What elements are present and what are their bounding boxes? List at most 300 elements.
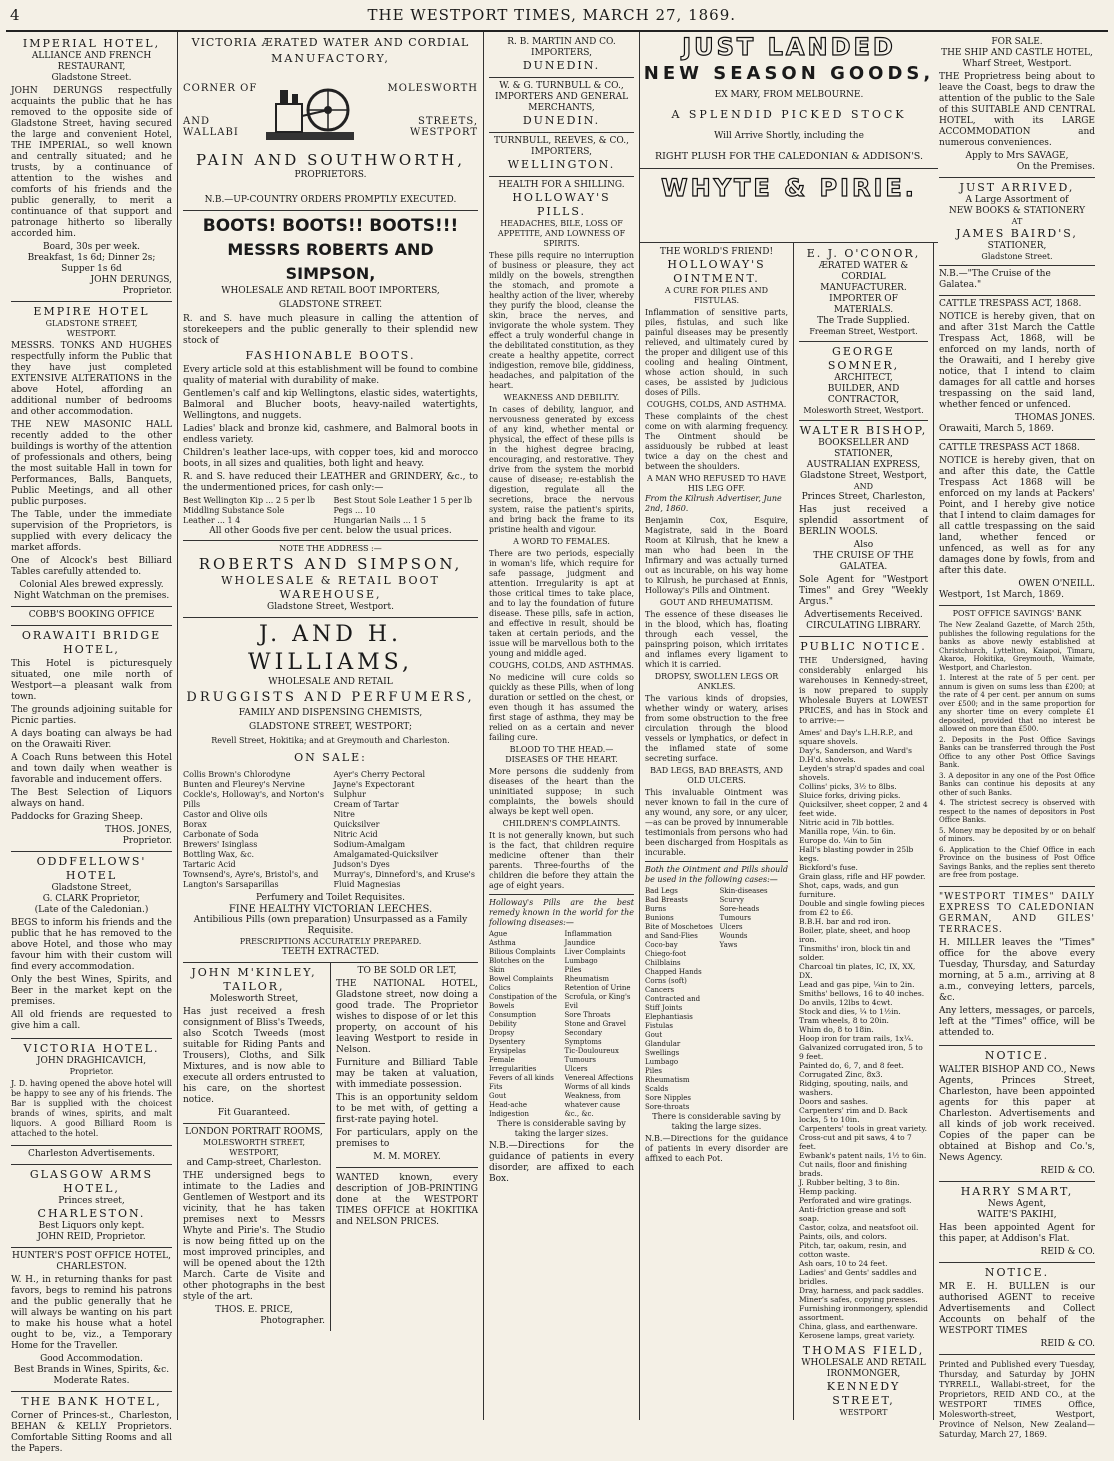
disease-item: Liver Complaints <box>564 948 626 956</box>
product-item: Judson's Dyes <box>333 860 390 869</box>
stock-item: Carpenters' tools in great variety. <box>799 1124 927 1133</box>
orawaiti-name: THOS. JONES, <box>105 825 172 835</box>
disease-item: &c., &c. <box>564 1110 594 1118</box>
case-item: Bunions <box>645 914 674 922</box>
stock-item: Doors and sashes. <box>799 1097 869 1106</box>
boots-item: Gentlemen's calf and kip Wellingtons, elastic sides, watertights, Balmoral and Blucher boots, heavy-nailed watertights, Wellingtons, and nuggets. <box>183 389 478 421</box>
national-apply: For particulars, apply on the premises to <box>336 1128 478 1149</box>
health-blood-head: BLOOD TO THE HEAD.—DISEASES OF THE HEART. <box>505 745 618 764</box>
stock-item: Nitric acid in 7lb bottles. <box>799 818 895 827</box>
friend-body: Inflammation of sensitive parts, piles, fistulas, and such like painful diseases may be presently relieved, and ultimately cured by the proper and diligent use of this cooling and healing Ointment, whose action should, in such cases, be assisted by judicious doses of Pills. <box>645 308 788 397</box>
arrived-at: AT <box>1011 217 1023 226</box>
just-landed-ad <box>640 32 938 243</box>
reeves-sub: IMPORTERS, <box>531 147 592 157</box>
orawaiti-coach: A Coach Runs between this Hotel and town daily when weather is favorable and inducement offers. <box>11 753 172 785</box>
bishop-notice-ad <box>939 1046 1095 1182</box>
case-item: Corns (soft) <box>645 977 687 985</box>
orawaiti-grounds: The grounds adjoining suitable for Picnic parties. <box>11 705 172 726</box>
hunters-rates: Moderate Rates. <box>53 1376 130 1386</box>
product-item: Bunten and Fleurey's Nervine <box>183 780 305 789</box>
bishop-cruise: THE CRUISE OF THE GALATEA. <box>813 551 914 572</box>
case-item: Tumours <box>719 914 751 922</box>
disease-item: Sore Throats <box>564 1011 611 1019</box>
bullen-notice-ad <box>939 1263 1095 1355</box>
product-item: Collis Brown's Chlorodyne <box>183 770 291 779</box>
national-body: THE NATIONAL HOTEL, Gladstone street, now doing a good trade. The Proprietor wishes to dispose of or let this property, on account of his leaving Westport to reside in Nelson. <box>336 979 478 1055</box>
plush-note: RIGHT PLUSH FOR THE CALEDONIAN & ADDISON'S. <box>654 151 924 162</box>
field-addr: KENNEDY STREET, <box>826 1380 901 1407</box>
charleston-title: Charleston Advertisements. <box>27 1149 156 1159</box>
case-item: Glandular Swellings <box>645 1040 681 1057</box>
imperial-hotel-ad <box>11 34 172 302</box>
field-town: WESTPORT <box>839 1408 888 1417</box>
disease-list <box>489 930 634 1119</box>
case-item: Scurvy <box>719 896 744 904</box>
friend-man: Benjamin Cox, Esquire, Magistrate, said in the Board Room at Kilrush, that he knew a man who had been in the Infirmary and was actually turned out as incurable, on his way home to Kilrush, he purchased at Ennis, Holloway's Pills and Ointment. <box>645 516 788 595</box>
smart-ad <box>939 1182 1095 1263</box>
health-head: HOLLOWAY'S PILLS. <box>512 191 611 218</box>
orawaiti-boating: A days boating can always be had on the Orawaiti River. <box>11 729 172 750</box>
product-item: Bottling Wax, &c. <box>183 850 255 859</box>
empire-street: GLADSTONE STREET, <box>45 319 138 328</box>
product-item: Borax <box>183 820 207 829</box>
daily-express-ad <box>939 887 1095 1046</box>
case-item: Piles <box>645 1067 662 1075</box>
oddfellows-prop: G. CLARK Proprietor, <box>42 894 141 904</box>
williams-perfumery: Perfumery and Toilet Requisites. <box>255 893 406 903</box>
health-cough: No medicine will cure colds so quickly as these Pills, when of long duration or settled on the chest, or even though it has assumed the first stage of asthma, they may be relied on as a certain and never failing cure. <box>489 673 634 742</box>
health-tag: HEADACHES, BILE, LOSS OF APPETITE, AND LOWNESS OF SPIRITS. <box>497 219 626 248</box>
column-1 <box>6 32 178 1454</box>
smart-title: HARRY SMART, <box>960 1184 1074 1198</box>
stock-item: Hemp packing. <box>799 1187 857 1196</box>
case-item: Wounds <box>719 932 748 940</box>
imperial-name: JOHN DERUNGS, <box>90 275 172 285</box>
smart-sign: REID & CO. <box>1040 1246 1095 1257</box>
glasgow-town: CHARLESTON. <box>37 1207 146 1220</box>
health-child: It is not generally known, but such is the fact, that children require medicine oftener than their parents. Three-fourths of the children die before they attain the age of eight years. <box>489 831 634 890</box>
stock-item: Do anvils, 12lbs to 4cwt. <box>799 998 893 1007</box>
bishop-adv: Advertisements Received. <box>804 610 923 620</box>
stock-item: Ewbank's patent nails, 1½ to 6in. <box>799 1151 927 1160</box>
portrait-title: LONDON PORTRAIT ROOMS, <box>185 1127 323 1137</box>
health-weak-head: WEAKNESS AND DEBILITY. <box>503 393 620 402</box>
oconor-sub: ÆRATED WATER & CORDIAL MANUFACTURER. <box>818 261 909 293</box>
boots-item: Every article sold at this establishment will be found to combine quality of material with durability of make. <box>183 365 478 386</box>
national-opp: This is an opportunity seldom to be met with, of getting a first-rate paying hotel. <box>336 1093 478 1125</box>
notice1-sign: REID & CO. <box>1040 1165 1095 1176</box>
product-item: Townsend's, Ayre's, Bristol's, and Langton's Sarsaparillas <box>183 870 319 889</box>
health-blood: More persons die suddenly from diseases of the heart than the uninitiated suppose; in such complaints, the bowels should always be kept well open. <box>489 767 634 816</box>
somner-addr: Molesworth Street, Westport. <box>803 406 924 415</box>
empire-billiards: One of Alcock's best Billiard Tables carefully attended to. <box>11 556 172 577</box>
sale-wharf: Wharf Street, Westport. <box>962 59 1072 69</box>
boots-fashion: FASHIONABLE BOOTS. <box>245 349 416 362</box>
boots-warehouse: WHOLESALE & RETAIL BOOT WAREHOUSE, <box>221 574 440 601</box>
aerated-water-ad <box>183 34 478 211</box>
product-item: Cream of Tartar <box>333 800 399 809</box>
empire-masonic: THE NEW MASONIC HALL recently added to the other buildings is worthy of the attention of professionals and others, being the most suitable Hall in town for Performances, Balls, Banquets, Public Meetings, and all other public purposes. <box>11 420 172 507</box>
trespass-oneill-ad <box>939 440 1095 606</box>
case-item: Bite of Moschetoes and Sand-Flies <box>645 923 713 940</box>
health-cough-head: COUGHS, COLDS, AND ASTHMAS. <box>489 661 634 670</box>
oddfellows-orders: All old friends are requested to give him a call. <box>11 1010 172 1031</box>
turnbull-town: DUNEDIN. <box>522 114 601 127</box>
trespass2-date: Westport, 1st March, 1869. <box>939 590 1064 600</box>
health-title: HEALTH FOR A SHILLING. <box>498 180 625 190</box>
stock-item: Castor, colza, and neatsfoot oil. <box>799 1223 919 1232</box>
bishop-body: Has just received a splendid assortment of BERLIN WOOLS. <box>799 505 928 537</box>
friend-bad-head: BAD LEGS, BAD BREASTS, AND OLD ULCERS. <box>650 766 783 785</box>
arrived-nb: N.B.—"The Cruise of the Galatea." <box>939 269 1051 290</box>
imprint <box>939 1355 1095 1446</box>
imperial-title: IMPERIAL HOTEL, <box>22 37 161 50</box>
case-item: Ulcers <box>719 923 743 931</box>
boots-body: R. and S. have much pleasure in calling the attention of storekeepers and the public generally to their splendid new stock of <box>183 314 478 346</box>
trespass1-name: THOMAS JONES. <box>1014 413 1095 423</box>
reeves-title: TURNBULL, REEVES, & CO., <box>494 136 629 146</box>
portrait-camp: and Camp-street, Charleston. <box>186 1158 322 1168</box>
aerated-corner-right: MOLESWORTH <box>387 82 478 94</box>
case-list <box>645 887 788 1112</box>
somner-ad <box>799 342 928 421</box>
trespass1-body: NOTICE is hereby given, that on and after 31st March the Cattle Trespass Act, 1868, will be enforced on my lands, north of the Orawaiti, and I hereby give notice, that I intend to claim damages for all cattle and horses trespassing on the said land, whether fenced or unfenced. <box>939 312 1095 410</box>
product-item: Sulphur <box>333 790 366 799</box>
martin-town: DUNEDIN. <box>522 59 601 72</box>
disease-item: Scrofula, or King's Evil <box>564 993 631 1010</box>
disease-item: Blotches on the Skin <box>489 957 545 974</box>
landed-headline: JUST LANDED <box>682 33 896 61</box>
aerated-note: N.B.—UP-COUNTRY ORDERS PROMPTLY EXECUTED. <box>204 195 457 205</box>
stock-item: Shot, caps, wads, and gun furniture. <box>799 881 899 899</box>
arrived-title: JUST ARRIVED, <box>959 181 1075 194</box>
health-female: There are two periods, especially in woman's life, which require for safe passage, judgment and attention. Irregularity is apt at those critical times to take place, and to lay the foundation of future disease. These pills, safe in action, and effective in result, should be taken at certain periods, and the issue will be marvellous both to the young and middle aged. <box>489 549 634 658</box>
masthead <box>6 0 1108 32</box>
friend-man-src: From the Kilrush Advertiser, June 2nd, 1860. <box>645 494 782 513</box>
williams-product-list <box>183 770 478 890</box>
case-item: Contracted and Stiff Joints <box>645 995 701 1012</box>
turnbull-sub: IMPORTERS AND GENERAL MERCHANTS, <box>494 92 629 113</box>
disease-item: Consumption <box>489 1011 537 1019</box>
imperial-role: Proprietor. <box>122 286 172 296</box>
bishop-addr2: Princes Street, Charleston, <box>801 492 926 502</box>
charleston-header <box>11 1146 172 1165</box>
stock-item: Kerosene lamps, great variety. <box>799 1331 915 1340</box>
disease-item: Piles <box>564 966 582 974</box>
friend-dropsy: The various kinds of dropsies, whether windy or watery, arises from some obstruction to the free circulation through the blood vessels or lymphatics, or defect in the inflamed state of some secreting surface. <box>645 694 788 763</box>
product-item: Nitric Acid <box>333 830 378 839</box>
williams-pills: Antibilious Pills (own preparation) Unsurpassed as a Family Requisite. <box>193 915 468 936</box>
aerated-firm: PAIN AND SOUTHWORTH, <box>195 151 466 169</box>
mkinley-fit: Fit Guaranteed. <box>217 1108 291 1118</box>
disease-item: Female Irregularities <box>489 1056 537 1073</box>
oconor-title: E. J. O'CONOR, <box>806 247 921 260</box>
imperial-board: Board, 30s per week. <box>42 242 141 252</box>
sale-premises: On the Premises. <box>1016 162 1095 172</box>
disease-item: Tumours <box>564 1056 596 1064</box>
disease-item: Secondary Symptoms <box>564 1029 603 1046</box>
williams-title: J. AND H. WILLIAMS, <box>248 622 413 675</box>
wanted-ad <box>336 1168 478 1234</box>
martin-title: R. B. MARTIN AND CO. <box>507 37 616 47</box>
holloway-pills-ad <box>489 177 634 1191</box>
bank-title: THE BANK HOTEL, <box>21 1395 162 1408</box>
product-item: Sodium-Amalgam <box>333 840 406 849</box>
case-item: Chapped Hands <box>645 968 702 976</box>
bank-body: Corner of Princes-st., Charleston, BEHAN & KELLY Proprietors. Comfortable Sitting Rooms and all the Papers. <box>11 1411 172 1454</box>
disease-item: Debility <box>489 1020 517 1028</box>
health-saving: There is considerable saving by taking the larger sizes. <box>497 1119 626 1138</box>
empire-body: MESSRS. TONKS AND HUGHES respectfully inform the Public that they have just completed EXTENSIVE ALTERATIONS in the above Hotel, affording an additional number of bedrooms and other accommodation. <box>11 341 172 417</box>
price-cell: Hungarian Nails ... 1 5 <box>333 516 426 525</box>
empire-title: EMPIRE HOTEL <box>33 305 150 318</box>
friend-both: Both the Ointment and Pills should be used in the following cases:— <box>645 865 788 884</box>
williams-family: FAMILY AND DISPENSING CHEMISTS, <box>238 708 423 718</box>
victoria-role: Proprietor. <box>69 1067 114 1076</box>
notice2-title: NOTICE. <box>984 1265 1050 1279</box>
stock-item: J. Rubber belting, 3 to 8in. <box>799 1178 900 1187</box>
friend-gout-head: GOUT AND RHEUMATISM. <box>659 598 774 607</box>
smart-body: Has been appointed Agent for this paper, at Addison's Flat. <box>939 1222 1095 1244</box>
mkinley-street: Molesworth Street, <box>209 994 299 1004</box>
hunters-body: W. H., in returning thanks for past favors, begs to remind his patrons and the public generally that he will always be wanting on his part to make his house what a hotel ought to be, viz., a Temporary Home for the Traveller. <box>11 1275 172 1351</box>
health-female-head: A WORD TO FEMALES. <box>513 537 610 546</box>
williams-presc: PRESCRIPTIONS ACCURATELY PREPARED. <box>239 937 422 946</box>
bishop-title: WALTER BISHOP, <box>799 424 928 437</box>
product-item: Amalgamated-Quicksilver <box>333 850 439 859</box>
stock-item: Smiths' bellows, 16 to 40 inches. <box>799 989 925 998</box>
case-item: Chilblains <box>645 959 681 967</box>
turnbull-title: W. & G. TURNBULL & CO., <box>499 81 624 91</box>
case-item: Cancers <box>645 986 675 994</box>
boots-street: GLADSTONE STREET. <box>278 300 383 310</box>
holloway-ointment-ad <box>645 244 788 1170</box>
case-item: Yaws <box>719 941 738 949</box>
boots-addr: Gladstone Street, Westport. <box>267 602 394 612</box>
martin-ad <box>489 34 634 78</box>
somner-trade: BUILDER, AND CONTRACTOR, <box>827 384 900 405</box>
savings-bank-ad <box>939 606 1095 887</box>
williams-ad <box>183 618 478 963</box>
stock-item: Boiler, plate, sheet, and hoop iron. <box>799 926 911 944</box>
bishop-express: AUSTRALIAN EXPRESS, <box>806 460 921 470</box>
stock-item: Quicksilver, sheet copper, 2 and 4 feet wide. <box>799 800 928 818</box>
empire-night: Night Watchman on the premises. <box>13 591 170 601</box>
product-item: Jayne's Expectorant <box>333 780 415 789</box>
oconor-addr: Freeman Street, Westport. <box>809 327 918 336</box>
stock-item: Ash oars, 10 to 24 feet. <box>799 1259 888 1268</box>
imperial-meals: Breakfast, 1s 6d; Dinner 2s; Supper 1s 6d <box>27 253 156 274</box>
arrive-note: Will Arrive Shortly, including the <box>714 131 864 141</box>
arrived-books: NEW BOOKS & STATIONERY <box>948 206 1086 216</box>
stock-item: B.B.H. bar and rod iron. <box>799 917 891 926</box>
disease-item: Tic-Douloureux <box>564 1047 619 1055</box>
aerated-corner-left: CORNER OF <box>183 82 258 94</box>
oddfellows-ad <box>11 852 172 1039</box>
product-item: Castor and Olive oils <box>183 810 268 819</box>
aerated-sub: MANUFACTORY, <box>271 52 390 65</box>
boots-other: All other Goods five per cent. below the usual prices. <box>209 526 452 536</box>
disease-item: Rheumatism <box>564 975 610 983</box>
product-item: Carbonate of Soda <box>183 830 259 839</box>
savings-rule: 6. Application to the Chief Office in each Province on the business of Post Office Savings Banks, and the replies sent thereto are free from postage. <box>939 845 1095 879</box>
stock-item: Bickford's fuse. <box>799 863 858 872</box>
boots-item: Children's leather lace-ups, with copper toes, kid and morocco boots, in all sizes and qualities, both light and heavy. <box>183 448 478 469</box>
portrait-body: THE undersigned begs to intimate to the Ladies and Gentlemen of Westport and its vicinity, that he has taken premises next to Messrs Whyte and Pirie's. The Studio is now being fitted up on the most improved principles, and will be opened about the 12th March. Carte de Visite and other photographs in the best style of the art. <box>183 1171 325 1302</box>
disease-item: Colics <box>489 984 511 992</box>
somner-title: GEORGE SOMNER, <box>827 345 900 372</box>
disease-item: Retention of Urine <box>564 984 631 992</box>
martin-sub: IMPORTERS, <box>531 48 592 58</box>
orawaiti-liquors: The Best Selection of Liquors always on hand. <box>11 788 172 809</box>
williams-teeth: TEETH EXTRACTED. <box>281 947 380 957</box>
product-item: Ayer's Cherry Pectoral <box>333 770 426 779</box>
case-item: Gout <box>645 1031 663 1039</box>
friend-title: THE WORLD'S FRIEND! <box>659 247 774 257</box>
empire-hotel-ad <box>11 302 172 607</box>
stock-item: Europe do. ¼in to 5in <box>799 836 882 845</box>
trespass2-body: NOTICE is hereby given, that on and after this date, the Cattle Trespass Act 1868 will be enforced on my lands at Packers' Point, and I hereby give notice that I intend to claim damages for all cattle trespassing on the said land, whether fenced or unfenced, as well as for any damages done by fowls, from and after this date. <box>939 456 1095 576</box>
cobb-title: COBB'S BOOKING OFFICE <box>28 610 155 620</box>
stock-item: Ames' and Day's L.H.R.P., and square shovels. <box>799 728 913 746</box>
bishop-and: AND <box>853 482 874 491</box>
express-title: "WESTPORT TIMES" DAILY EXPRESS TO CALEDONIAN GERMAN, AND GILES' TERRACES. <box>939 891 1095 935</box>
bishop-sub: BOOKSELLER AND STATIONER, <box>818 438 909 459</box>
stock-item: Stock and dies, ¼ to 1½in. <box>799 1007 901 1016</box>
columns <box>6 32 1108 1454</box>
wanted-body: WANTED known, every description of JOB-PRINTING done at the WESTPORT TIMES OFFICE at HOKITIKA and NELSON PRICES. <box>336 1173 478 1227</box>
friend-head: HOLLOWAY'S OINTMENT. <box>667 258 766 285</box>
somner-sub: ARCHITECT, <box>834 373 893 383</box>
stock-item: Double and single fowling pieces from £2 to £6. <box>799 899 925 917</box>
case-item: Bad Breasts <box>645 896 688 904</box>
bishop-also: Also <box>853 540 874 550</box>
hunters-ad <box>11 1248 172 1392</box>
williams-onsale: ON SALE: <box>294 751 367 764</box>
health-body: These pills require no interruption of business or pleasure, they act mildly on the bowels, strengthen the stomach, and promote a healthy action of the liver, whereby they purify the blood, cleanse the skin, brace the nerves, and invigorate the whole system. They effect a truly wonderful change in the debilitated constitution, as they create a healthy appetite, correct indigestion, remove bile, giddiness, headaches, and palpitation of the heart. <box>489 251 634 390</box>
stock-item: Leyden's strap'd spades and coal shovels. <box>799 764 925 782</box>
friend-nb: N.B.—Directions for the guidance of patients in every disorder are affixed to each Pot. <box>645 1134 788 1163</box>
stock-item: Hoop iron for tram rails, 1x¼. <box>799 1034 914 1043</box>
national-hotel-ad <box>336 963 478 1168</box>
glasgow-ad <box>11 1165 172 1248</box>
williams-sub: WHOLESALE AND RETAIL <box>268 677 393 687</box>
portrait-role: Photographer. <box>260 1316 325 1326</box>
reeves-town: WELLINGTON. <box>507 158 616 171</box>
product-item: Brewers' Isinglass <box>183 840 258 849</box>
williams-trade: DRUGGISTS AND PERFUMERS, <box>186 690 475 705</box>
national-furniture: Furniture and Billiard Table may be taken at valuation, with immediate possession. <box>336 1058 478 1090</box>
boots-ad <box>183 211 478 618</box>
price-cell: Best Stout Sole Leather 1 5 per lb <box>333 496 472 505</box>
disease-item: Ulcers <box>564 1065 588 1073</box>
product-item: Quicksilver <box>333 820 380 829</box>
disease-item: Stone and Gravel <box>564 1020 627 1028</box>
express-body: H. MILLER leaves the "Times" office for the above every Tuesday, Thursday, and Saturday morning, at 5 a.m., arriving at 8 a.m., conveying letters, parcels, &c. <box>939 937 1095 1003</box>
portrait-street: MOLESWORTH STREET, WESTPORT, <box>202 1138 306 1157</box>
orawaiti-role: Proprietor. <box>122 836 172 846</box>
disease-item: Dysentery <box>489 1038 526 1046</box>
price-cell: Pegs ... 10 <box>333 506 376 515</box>
stock-item: Dray, harness, and pack saddles. <box>799 1286 924 1295</box>
disease-item: Bilious Complaints <box>489 948 556 956</box>
disease-item: Asthma <box>489 939 516 947</box>
column-6 <box>934 32 1100 1439</box>
column-2 <box>178 32 484 1420</box>
glasgow-street: Princes street, <box>58 1196 125 1206</box>
glasgow-name: JOHN REID, Proprietor. <box>37 1232 146 1242</box>
case-item: Rheumatism <box>645 1076 690 1084</box>
empire-town: WESTPORT. <box>66 329 117 338</box>
savings-rule: 4. The strictest secrecy is observed with respect to the names of depositors in Post Office Banks. <box>939 799 1095 824</box>
disease-item: Ague <box>489 930 508 938</box>
hunters-brands: Best Brands in Wines, Spirits, &c. <box>13 1365 170 1375</box>
case-item: Fistulas <box>645 1022 674 1030</box>
smart-place: WAITE'S PAKIHI, <box>977 1209 1057 1220</box>
oddfellows-wines: Only the best Wines, Spirits, and Beer in the market kept on the premises. <box>11 975 172 1007</box>
field-name: THOMAS FIELD, <box>802 1344 925 1357</box>
boots-price-table <box>183 496 478 526</box>
friend-gout: The essence of these diseases lie in the blood, which has, floating through each vessel, the painspring poison, which irritates and inflames every ligament to which it is carried. <box>645 610 788 669</box>
boots-firm: MESSRS ROBERTS AND SIMPSON, <box>227 240 434 283</box>
stock-item: Whim do, 8 to 18in. <box>799 1025 874 1034</box>
product-item: Murray's, Dinneford's, and Kruse's Fluid Magnesias <box>333 870 475 889</box>
stock-item: Anti-friction grease and soft soap. <box>799 1205 906 1223</box>
stock-item: Cut nails, floor and finishing brads. <box>799 1160 908 1178</box>
public-title: PUBLIC NOTICE. <box>800 640 927 653</box>
page-number: 4 <box>10 6 20 24</box>
season-headline: NEW SEASON GOODS, <box>643 63 935 84</box>
disease-item: Indigestion <box>489 1110 529 1118</box>
express-body2: Any letters, messages, or parcels, left at the "Times" office, will be attended to. <box>939 1005 1095 1038</box>
product-item: Tartaric Acid <box>183 860 236 869</box>
hunters-title: HUNTER'S POST OFFICE HOTEL, CHARLESTON. <box>12 1251 171 1272</box>
disease-item: Jaundice <box>564 939 596 947</box>
stock-item: Hall's blasting powder in 25lb kegs. <box>799 845 914 863</box>
bishop-agent: Sole Agent for "Westport Times" and Grey "Weekly Argus." <box>799 575 928 607</box>
health-child-head: CHILDREN'S COMPLAINTS. <box>502 819 621 828</box>
ex-mary: EX MARY, FROM MELBOURNE. <box>714 90 864 100</box>
orawaiti-body: This Hotel is picturesquely situated, one mile north of Westport—a pleasant walk from town. <box>11 659 172 702</box>
arrived-name: JAMES BAIRD'S, <box>956 227 1078 240</box>
disease-item: Dropsy <box>489 1029 515 1037</box>
case-item: Elephantiasis <box>645 1013 693 1021</box>
friend-man-head: A MAN WHO REFUSED TO HAVE HIS LEG OFF. <box>647 474 786 493</box>
case-item: Skin-diseases <box>719 887 768 895</box>
stock-item: Perforated and wire gratings. <box>799 1196 912 1205</box>
friend-bad: This invaluable Ointment was never known to fail in the cure of any wound, any sore, or any ulcer,—as can be proved by innumerable testimonials from persons who had been discharged from Hospitals as incurable. <box>645 788 788 857</box>
health-famous: Holloway's Pills are the best remedy known in the world for the following diseases:— <box>489 898 634 927</box>
bishop-library: CIRCULATING LIBRARY. <box>806 621 921 631</box>
friend-dropsy-head: DROPSY, SWOLLEN LEGS OR ANKLES. <box>654 672 779 691</box>
sale-title: FOR SALE. <box>991 37 1043 47</box>
boots-note-addr: NOTE THE ADDRESS :— <box>279 544 382 553</box>
mkinley-body: Has just received a fresh consignment of Bliss's Tweeds, also Scotch Tweeds (most suitable for Riding Pants and Trousers), Cloths, and Silk Mixtures, and is now able to execute all orders entrusted to his care, on the shortest notice. <box>183 1007 325 1105</box>
national-name: M. M. MOREY. <box>373 1152 441 1162</box>
disease-item: Worms of all kinds <box>564 1083 631 1091</box>
notice1-body: WALTER BISHOP AND CO., News Agents, Princes Street, Charleston, have been appointed agents for this paper at Charleston. Advertisements and all kinds of job work received. Copies of the paper can be obtained at Bishop and Co.'s, News Agency. <box>939 1064 1095 1163</box>
stock-item: Cross-cut and pit saws, 4 to 7 feet. <box>799 1133 912 1151</box>
orawaiti-title: ORAWAITI BRIDGE HOTEL, <box>21 629 162 656</box>
case-item: Sore Nipples <box>645 1094 692 1102</box>
national-title: TO BE SOLD OR LET, <box>357 966 457 976</box>
hunters-good: Good Accommodation. <box>40 1354 143 1364</box>
stock-item: Corrugated Zinc, 8x3. <box>799 1070 883 1079</box>
price-cell: Leather ... 1 4 <box>183 516 241 525</box>
victoria-name: JOHN DRAGHICAVICH, <box>36 1056 147 1066</box>
aerated-and-right: STREETS, WESTPORT <box>409 115 478 138</box>
imperial-sub: ALLIANCE AND FRENCH RESTAURANT, <box>31 51 152 72</box>
